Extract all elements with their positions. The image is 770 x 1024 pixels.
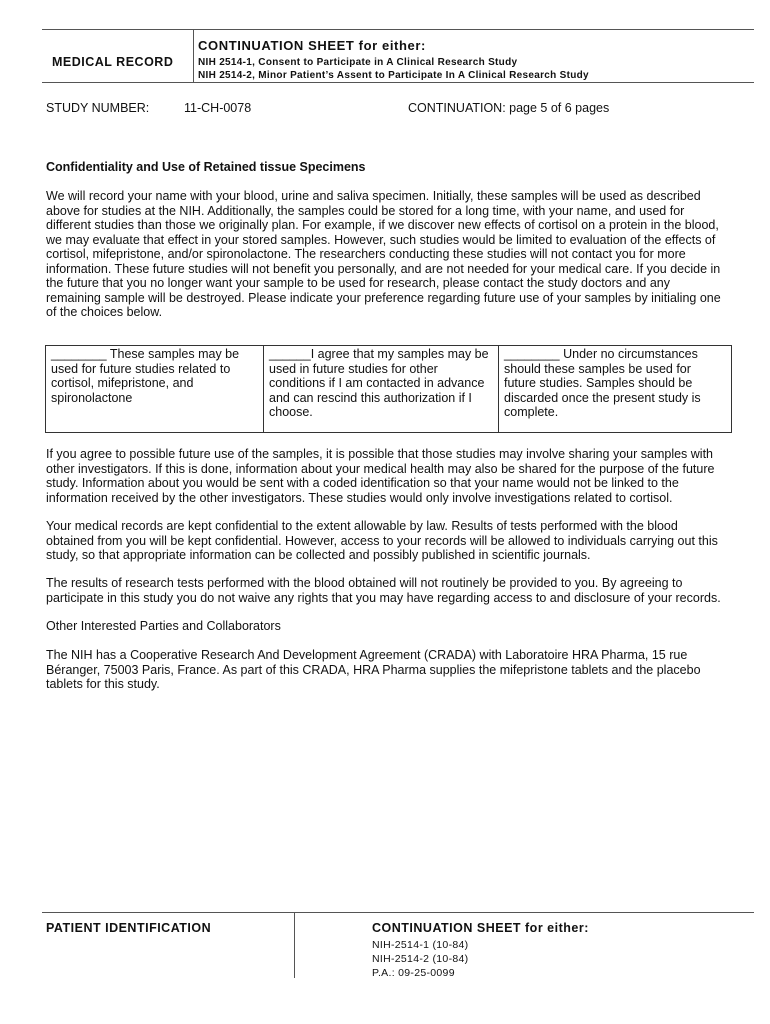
paragraph-results: The results of research tests performed with the blood obtained will not routinely be provided to you. By agreeing to participate in this study you do not waive any rights that you may have regarding access to and disclosure of your records.	[46, 576, 721, 605]
header-bottom-rule	[42, 82, 754, 83]
footer-pa-number: P.A.: 09-25-0099	[372, 967, 455, 979]
paragraph-crada: The NIH has a Cooperative Research And Development Agreement (CRADA) with Laboratoire HRA Pharma, 15 rue Béranger, 75003 Paris, France. As part of this CRADA, HRA Pharma supplies the mifepristone tablets and the placebo tablets for this study.	[46, 648, 701, 691]
paragraph-storage: We will record your name with your blood, urine and saliva specimen. Initially, these samples will be used as described above for studies at the NIH. Additionally, the samples could be stored for a long time, with your name, and used for different studies than those we originally plan. For example, if we discover new effects of cortisol on a protein in the blood, we may evaluate that effect in your stored samples. However, such studies would be limited to evaluation of the effects of cortisol, mifepristone, and/or spironolactone. The researchers conducting these studies will not contact you for more information. These future studies will not benefit you personally, and are not needed for your medical care. If you decide in the future that you no longer want your sample to be used for research, please contact the study doctors and any remaining sample will be destroyed. Please indicate your preference regarding future use of your samples by initialing one of the choices below.	[46, 189, 721, 319]
paragraph-confidentiality: Your medical records are kept confidential to the extent allowable by law. Results of tests performed with the blood obtained from you will be kept confidential. However, access to your records will be allowed to individuals carrying out this study, so that appropriate information can be collected and possibly published in scientific journals.	[46, 519, 718, 562]
choice-other-conditions[interactable]: ______I agree that my samples may be used in future studies for other conditions if I am contacted in advance and can rescind this authorization if I choose.	[264, 346, 499, 433]
paragraph-collaborators-heading: Other Interested Parties and Collaborators	[46, 619, 281, 633]
section-heading: Confidentiality and Use of Retained tissue Specimens	[46, 160, 366, 174]
consent-choices-table	[45, 345, 732, 433]
continuation-sheet-title: CONTINUATION SHEET for either:	[198, 38, 426, 53]
footer-continuation-title: CONTINUATION SHEET for either:	[372, 921, 589, 935]
footer-divider	[294, 912, 295, 978]
choice-no-future-use[interactable]: ________ Under no circumstances should these samples be used for future studies. Samples should be discarded once the present study is complete.	[499, 346, 732, 433]
header-divider	[193, 29, 194, 82]
footer-form-1: NIH-2514-1 (10-84)	[372, 939, 469, 951]
continuation-page: CONTINUATION: page 5 of 6 pages	[408, 101, 610, 115]
paragraph-sharing: If you agree to possible future use of the samples, it is possible that those studies may involve sharing your samples with other investigators. If this is done, information about your medical health may also be shared for the purpose of the future study. Information about you would be sent with a coded identification so that your name would not be linked to the information received by the other investigators. These studies would only involve investigations related to cortisol.	[46, 447, 715, 505]
header-top-rule	[42, 29, 754, 30]
study-number-label: STUDY NUMBER:	[46, 101, 150, 115]
patient-identification-label: PATIENT IDENTIFICATION	[46, 921, 212, 935]
medical-record-label: MEDICAL RECORD	[52, 55, 174, 69]
footer-top-rule	[42, 912, 754, 913]
choice-cortisol-studies[interactable]: ________ These samples may be used for future studies related to cortisol, mifepristone, and spironolactone	[46, 346, 264, 433]
form-nih-2514-2: NIH 2514-2, Minor Patient’s Assent to Participate In A Clinical Research Study	[198, 70, 589, 81]
footer-form-2: NIH-2514-2 (10-84)	[372, 953, 469, 965]
study-number: 11-CH-0078	[184, 101, 252, 115]
form-nih-2514-1: NIH 2514-1, Consent to Participate in A Clinical Research Study	[198, 57, 518, 68]
